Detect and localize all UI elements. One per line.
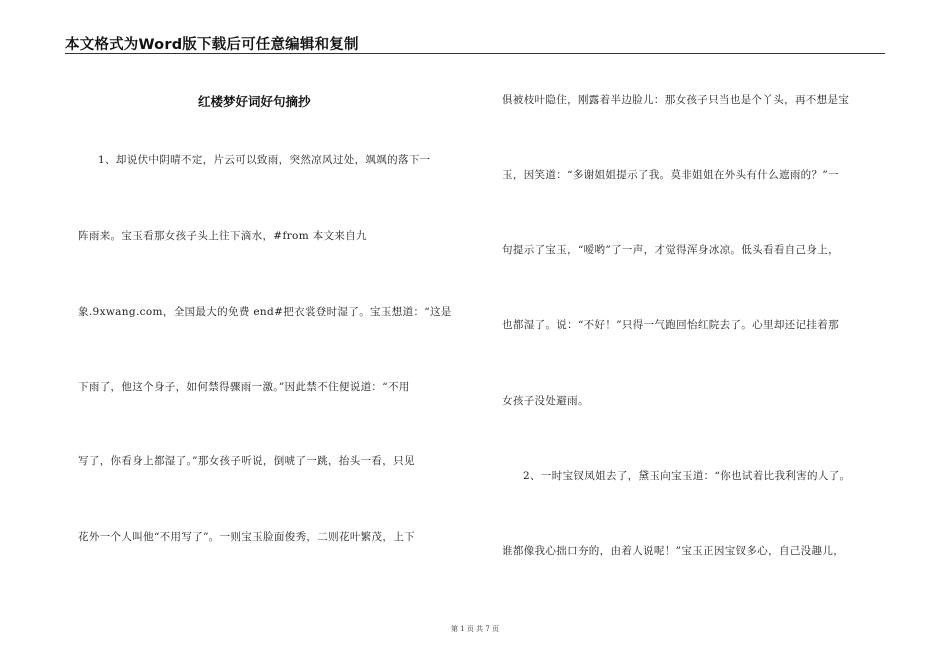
right-line-0: 俱被枝叶隐住，刚露着半边脸儿：那女孩子只当也是个丫头，再不想是宝 xyxy=(502,94,850,106)
right-line-6: 谁都像我心拙口夯的，由着人说呢！”宝玉正因宝钗多心，自己没趣儿， xyxy=(502,545,845,557)
page-header xyxy=(65,31,885,54)
right-line-4: 女孩子没处避雨。 xyxy=(502,395,589,407)
right-line-3: 也都湿了。说：“不好！”只得一气跑回怡红院去了。心里却还记挂着那 xyxy=(502,319,839,331)
left-line-1: 阵雨来。宝玉看那女孩子头上往下滴水，#from 本文来自九 xyxy=(78,230,367,242)
left-line-0: 1、却说伏中阴晴不定，片云可以致雨，突然凉风过处，飒飒的落下一 xyxy=(98,154,431,166)
left-line-4: 写了，你看身上都湿了。”那女孩子听说，倒唬了一跳，抬头一看，只见 xyxy=(78,455,415,467)
right-line-1: 玉，因笑道：“多谢姐姐提示了我。莫非姐姐在外头有什么遮雨的？”一 xyxy=(502,169,839,181)
right-line-5: 2、一时宝钗凤姐去了，黛玉向宝玉道：“你也试着比我利害的人了。 xyxy=(523,470,851,482)
document-title: 红楼梦好词好句摘抄 xyxy=(198,94,311,109)
left-line-3: 下雨了，他这个身子，如何禁得骤雨一激。”因此禁不住便说道：“不用 xyxy=(78,381,410,393)
left-line-5: 花外一个人叫他“不用写了”。一则宝玉脸面俊秀，二则花叶繁茂，上下 xyxy=(78,531,415,543)
page-footer: 第 1 页 共 7 页 xyxy=(450,625,500,633)
left-line-2: 象.9xwang.com，全国最大的免费 end#把衣裳登时湿了。宝玉想道：“这是 xyxy=(78,306,452,318)
header-title: 本文格式为Word版下载后可任意编辑和复制 xyxy=(65,37,359,53)
right-line-2: 句提示了宝玉，“嗳哟”了一声，才觉得浑身冰凉。低头看看自己身上， xyxy=(502,244,839,256)
